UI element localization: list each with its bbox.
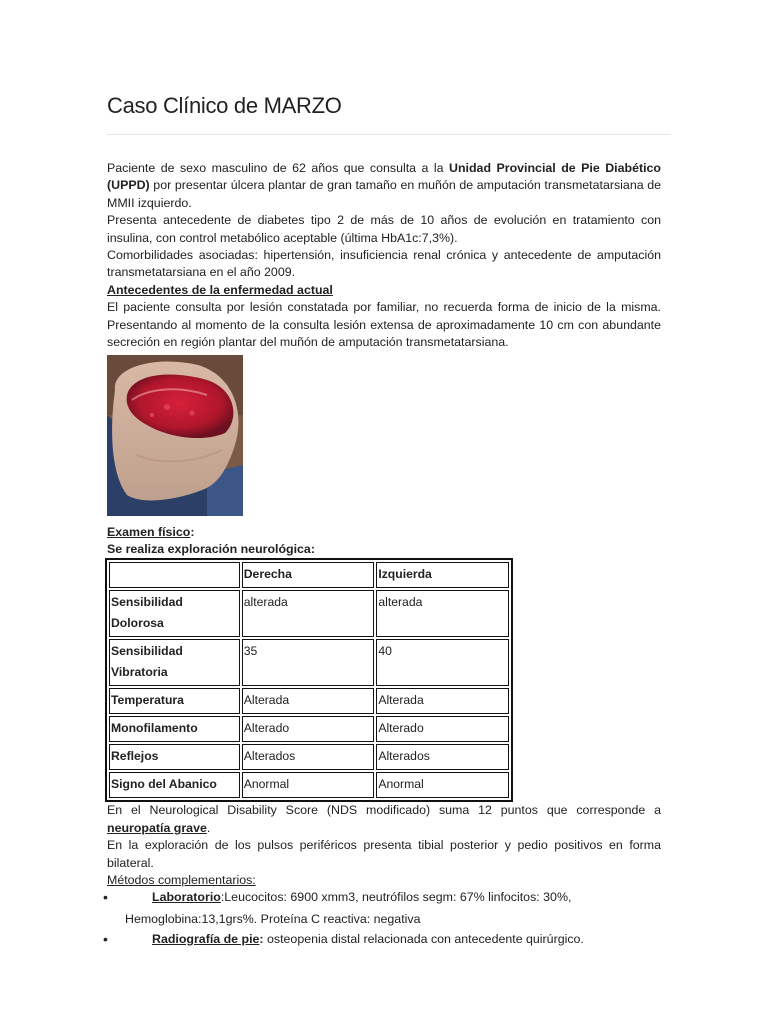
title-divider [107, 134, 671, 135]
cell-izquierda: Alterados [376, 744, 509, 770]
row-label: Reflejos [109, 744, 240, 770]
metodos-list [103, 889, 661, 948]
bullet-icon: • [103, 930, 108, 947]
table-header-cell: Derecha [242, 562, 375, 588]
antecedentes-paragraph: El paciente consulta por lesión constatada por familiar, no recuerda forma de inicio de la misma. Presentando al momento de la consulta lesión extensa de aproximadamente 10 cm con abundante secreción en región plantar del muñón de amputación transmetatarsiana. [107, 300, 661, 350]
row-label: Sensibilidad Vibratoria [109, 639, 240, 686]
cell-izquierda: Alterada [376, 688, 509, 714]
cell-izquierda: Alterado [376, 716, 509, 742]
neuropatia-grave-text: neuropatía grave [107, 820, 207, 835]
antecedentes-heading: Antecedentes de la enfermedad actual [107, 282, 333, 297]
cell-derecha: Anormal [242, 772, 375, 798]
radiografia-label: Radiografía de pie [152, 931, 260, 946]
row-label: Signo del Abanico [109, 772, 240, 798]
list-item-laboratorio [103, 889, 661, 928]
cell-izquierda: Anormal [376, 772, 509, 798]
cell-derecha: 35 [242, 639, 375, 686]
examen-heading: Examen físico: [107, 525, 195, 540]
row-label: Monofilamento [109, 716, 240, 742]
table-header-cell: Izquierda [376, 562, 509, 588]
table-header-cell [109, 562, 240, 588]
intro-paragraph-3: Comorbilidades asociadas: hipertensión, insuficiencia renal crónica y antecedente de amputación transmetatarsiana en el año 2009. [107, 248, 661, 280]
radiografia-text: osteopenia distal relacionada con antecedente quirúrgico. [263, 931, 584, 946]
intro-text-a: Paciente de sexo masculino de 62 años que consulta a la [107, 161, 450, 175]
document-body [103, 160, 661, 948]
table-row [109, 639, 509, 686]
table-row [109, 772, 509, 798]
cell-izquierda: 40 [376, 639, 509, 686]
metodos-heading: Métodos complementarios: [107, 873, 256, 888]
page-title: Caso Clínico de MARZO [107, 93, 342, 118]
table-row [109, 590, 509, 637]
table-row [109, 744, 509, 770]
laboratorio-label: Laboratorio [152, 890, 221, 905]
cell-izquierda: alterada [376, 590, 509, 637]
table-row [109, 688, 509, 714]
intro-paragraph-2: Presenta antecedente de diabetes tipo 2 de más de 10 años de evolución en tratamiento con insulina, con control metabólico aceptable (última HbA1c:7,3%). [107, 213, 661, 245]
examen-subheading: Se realiza exploración neurológica: [107, 542, 315, 557]
cell-derecha: alterada [242, 590, 375, 637]
cell-derecha: Alterados [242, 744, 375, 770]
intro-paragraph-1 [107, 160, 661, 212]
bullet-icon: • [103, 889, 108, 906]
neuro-exam-table [105, 558, 513, 802]
laboratorio-text-2: Hemoglobina:13,1grs%. Proteína C reactiva: negativa [125, 911, 421, 926]
list-item-radiografia: • Radiografía de pie: osteopenia distal relacionada con antecedente quirúrgico. [103, 930, 584, 947]
table-row [109, 716, 509, 742]
cell-derecha: Alterada [242, 688, 375, 714]
cell-derecha: Alterado [242, 716, 375, 742]
row-label: Temperatura [109, 688, 240, 714]
row-label: Sensibilidad Dolorosa [109, 590, 240, 637]
table-header-row [109, 562, 509, 588]
intro-text-c: por presentar úlcera plantar de gran tamaño en muñón de amputación transmetatarsiana de MMII izquierdo. [107, 178, 661, 210]
laboratorio-text: :Leucocitos: 6900 xmm3, neutrófilos segm: 67% linfocitos: 30%, [220, 890, 572, 905]
nds-paragraph: En el Neurological Disability Score (NDS modificado) suma 12 puntos que corresponde a neuropatía grave. [107, 803, 661, 835]
pulsos-paragraph: En la exploración de los pulsos periféricos presenta tibial posterior y pedio positivos en forma bilateral. [107, 838, 661, 870]
wound-photo [107, 355, 243, 516]
uppd-name: Unidad Provincial de Pie Diabético (UPPD) [107, 161, 661, 193]
